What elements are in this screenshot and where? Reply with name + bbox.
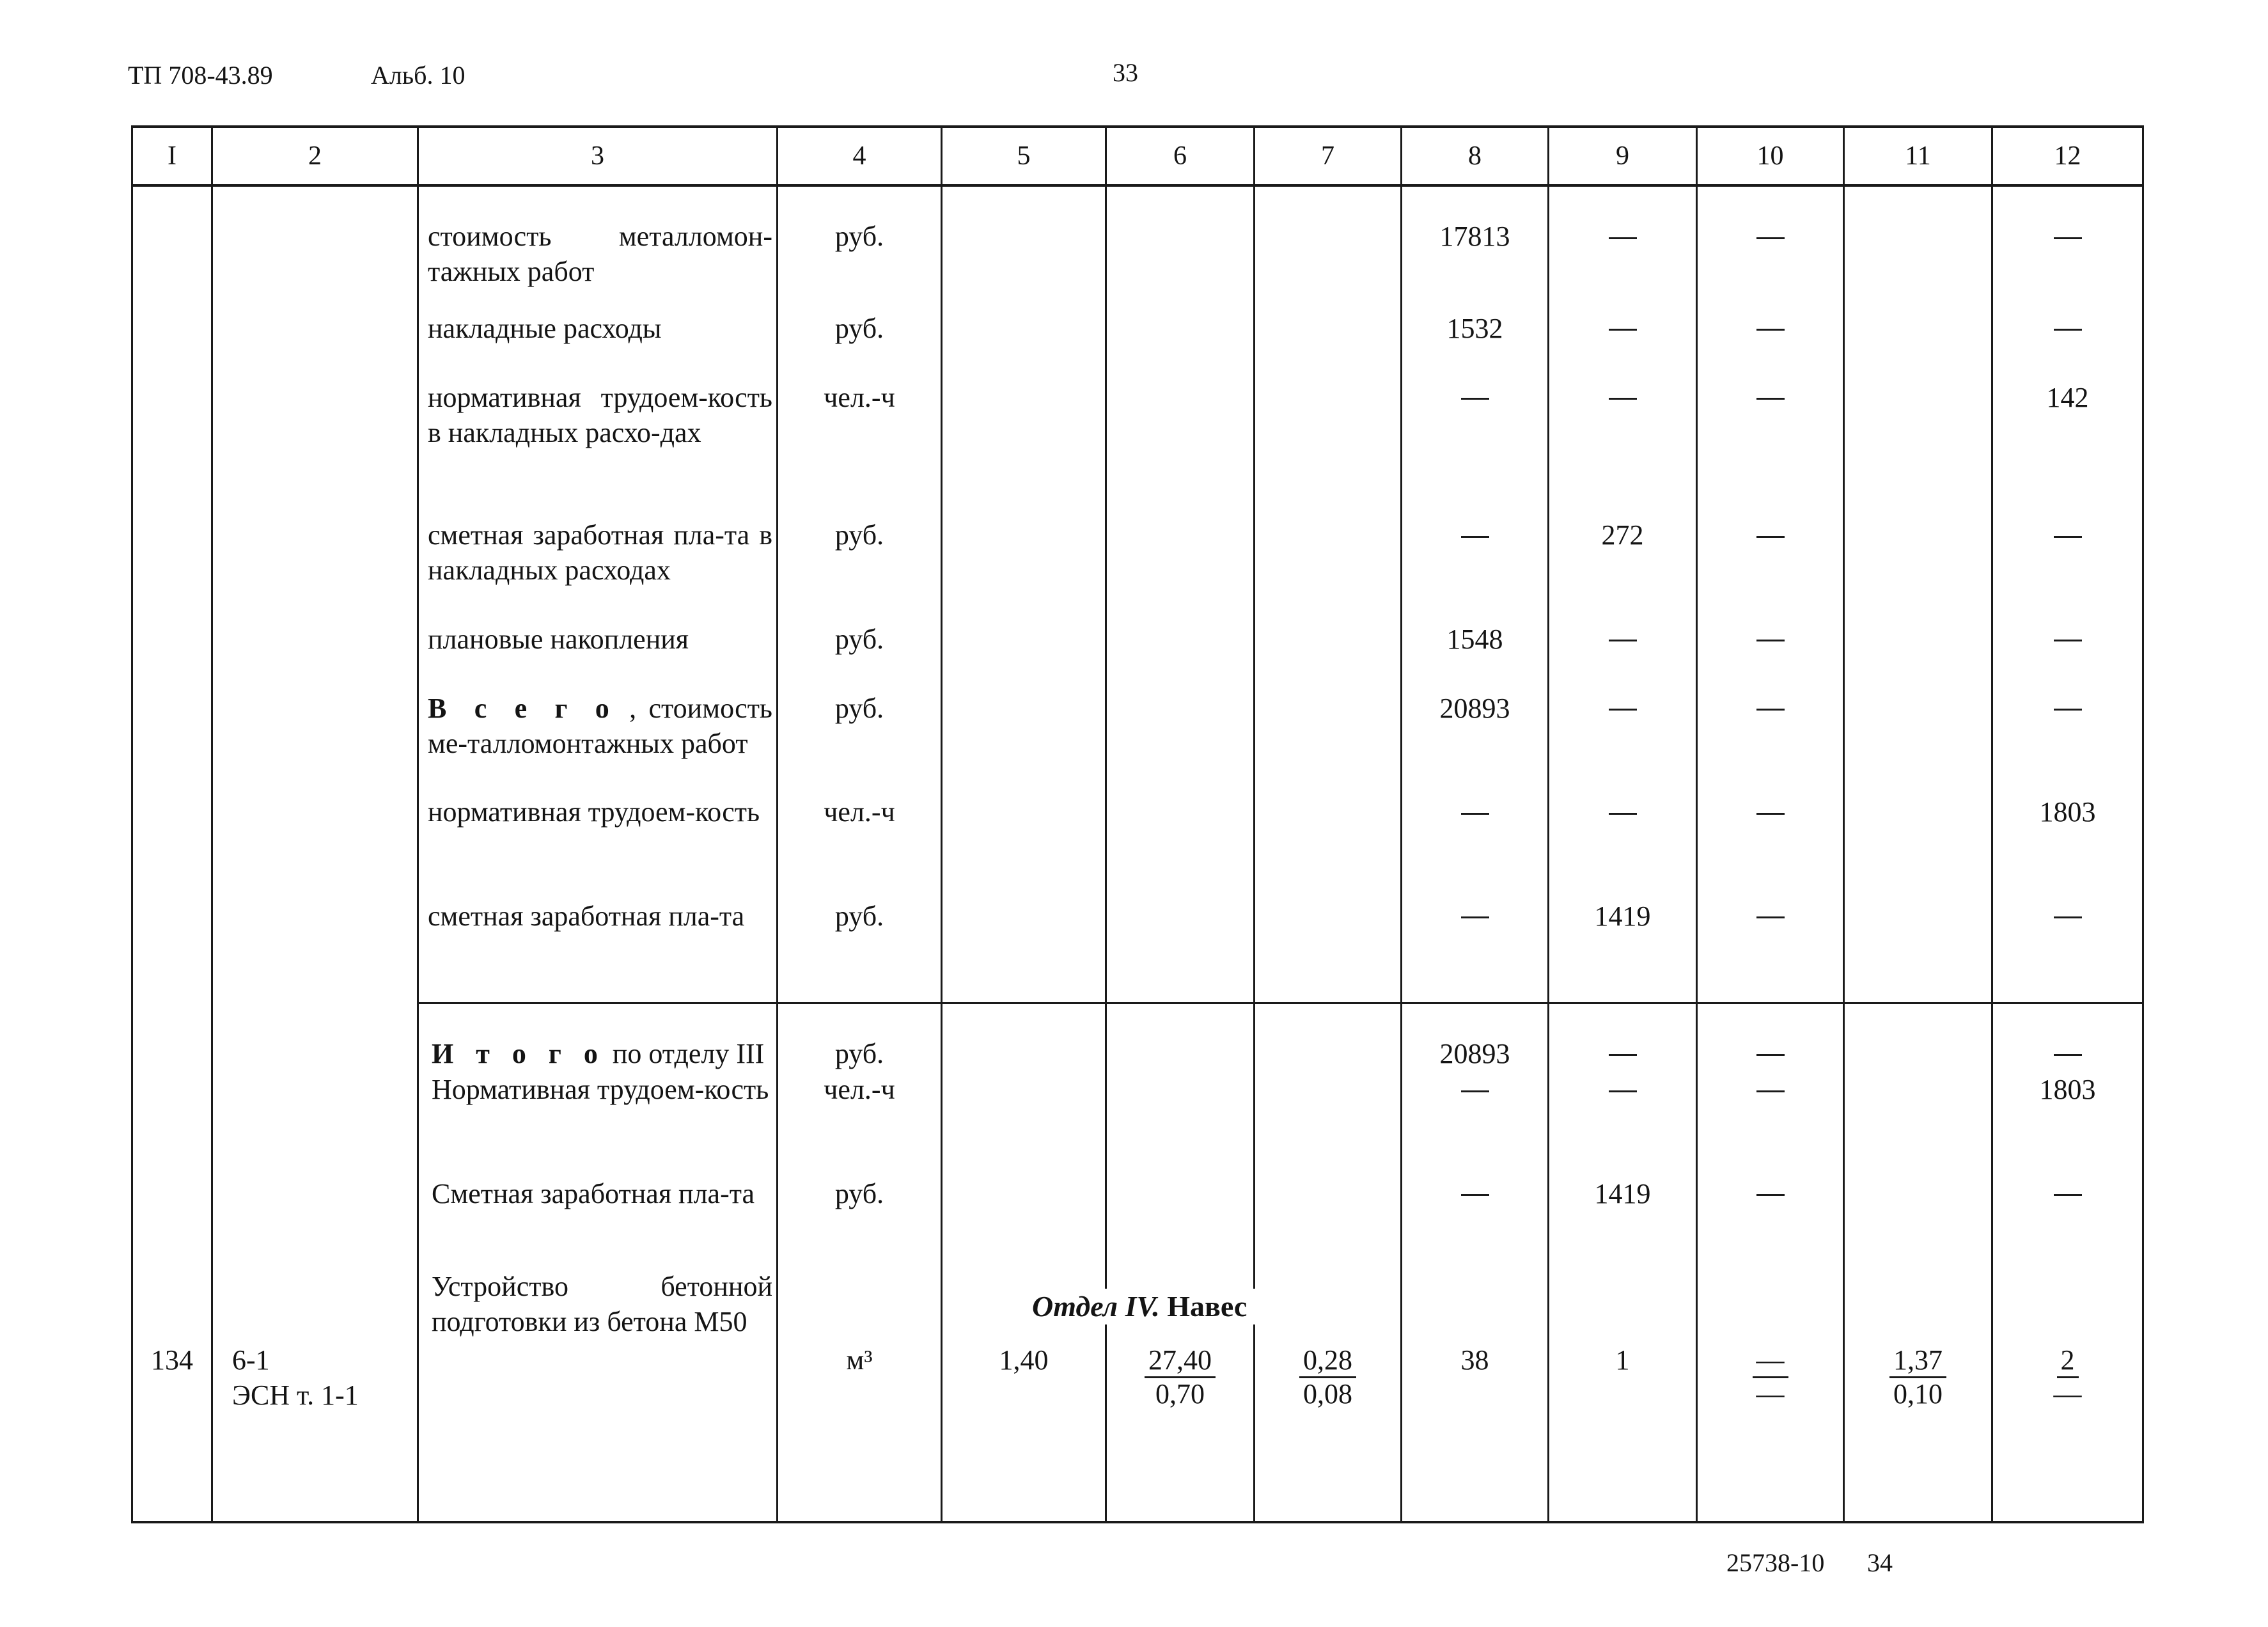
row-col11 (1844, 1003, 1992, 1072)
row-unit: руб. (778, 311, 942, 380)
row-unit: руб. (778, 1176, 942, 1269)
item-number-cell (132, 1003, 212, 1072)
row-col11 (1844, 1072, 1992, 1175)
dash-mark (1609, 640, 1637, 641)
row-name-text: Нормативная трудоем-кость (432, 1074, 769, 1106)
row-col6 (1106, 691, 1255, 794)
row-col10 (1697, 1003, 1844, 1072)
table-row (132, 380, 2143, 517)
fraction-top: 0,28 (1299, 1344, 1356, 1378)
row-col10 (1697, 311, 1844, 380)
row-col9 (1549, 691, 1697, 794)
column-header: 11 (1844, 127, 1992, 185)
row-col6 (1106, 1176, 1255, 1269)
row-col10 (1697, 1072, 1844, 1175)
row-col8 (1402, 380, 1549, 517)
row-col5 (942, 1003, 1106, 1072)
dash-mark (1756, 398, 1785, 400)
section-heading (1023, 1289, 1256, 1324)
item-number-cell (132, 691, 212, 794)
row-col7 (1255, 185, 1402, 310)
dash-mark (1609, 1054, 1637, 1056)
dash-mark (1609, 709, 1637, 711)
row-col10 (1697, 622, 1844, 691)
dash-mark (2054, 237, 2082, 239)
row-name-text: стоимость металломон-тажных работ (428, 221, 772, 288)
row-col12 (1992, 517, 2143, 621)
row-col10 (1697, 691, 1844, 794)
row-col7 (1255, 380, 1402, 517)
fraction-bottom: 0,10 (1893, 1378, 1943, 1410)
dash-mark (1756, 329, 1785, 331)
item-number-cell (132, 1072, 212, 1175)
row-col12 (1992, 622, 2143, 691)
row-col12 (1992, 185, 2143, 310)
row-unit: руб. (778, 622, 942, 691)
row-col5 (942, 622, 1106, 691)
row-name-text: Сметная заработная пла-та (432, 1177, 755, 1209)
row-col7 (1255, 517, 1402, 621)
dash-mark (1461, 916, 1489, 918)
row-col9 (1549, 1003, 1697, 1072)
dash-mark (1756, 1054, 1785, 1056)
album-label: Альб. 10 (371, 61, 465, 90)
row-name-text: по отделу III (612, 1037, 765, 1069)
item-code-cell (212, 794, 418, 898)
item-code-cell (212, 691, 418, 794)
row-col7 (1255, 1072, 1402, 1175)
item-number-cell (132, 517, 212, 621)
row-col11 (1844, 794, 1992, 898)
row-col5 (942, 1072, 1106, 1175)
fraction-top: 2 (2057, 1344, 2079, 1378)
row-unit: руб. (778, 691, 942, 794)
row-unit: руб. (778, 899, 942, 1003)
item-code-line: 6-1 (232, 1344, 270, 1376)
fraction-top: 1,37 (1889, 1344, 1946, 1378)
row-name (418, 380, 778, 517)
row-col12 (1992, 1176, 2143, 1269)
item-number-cell (132, 899, 212, 1003)
item-col11 (1844, 1269, 1992, 1522)
section-totals (132, 1003, 2143, 1269)
row-col9 (1549, 380, 1697, 517)
row-col8 (1402, 794, 1549, 898)
row-col9 (1549, 794, 1697, 898)
row-col11 (1844, 311, 1992, 380)
row-col10 (1697, 380, 1844, 517)
row-unit: чел.-ч (778, 794, 942, 898)
item-col9: 1 (1549, 1269, 1697, 1522)
row-col12: 1803 (1992, 794, 2143, 898)
row-col8 (1402, 899, 1549, 1003)
row-col5 (942, 185, 1106, 310)
row-col7 (1255, 1003, 1402, 1072)
page-number: 33 (1113, 58, 1138, 87)
item-col7 (1255, 1269, 1402, 1522)
row-col11 (1844, 899, 1992, 1003)
item-quantity: 1,40 (942, 1269, 1106, 1522)
dash-mark (1756, 916, 1785, 918)
dash-mark (1461, 536, 1489, 538)
row-col6 (1106, 517, 1255, 621)
row-name-text: сметная заработная пла-та (428, 900, 745, 932)
row-name (418, 1003, 778, 1072)
row-name (418, 185, 778, 310)
row-name-prefix: В с е г о (428, 692, 617, 724)
fraction-top: 27,40 (1145, 1344, 1216, 1378)
row-col9 (1549, 185, 1697, 310)
dash-mark (1609, 329, 1637, 331)
row-col11 (1844, 380, 1992, 517)
column-header: 4 (778, 127, 942, 185)
dash-mark (1461, 1194, 1489, 1196)
item-col8: 38 (1402, 1269, 1549, 1522)
row-col11 (1844, 622, 1992, 691)
dash-mark (2054, 709, 2082, 711)
item-number-cell (132, 622, 212, 691)
table-row (132, 899, 2143, 1003)
dash-mark (2054, 329, 2082, 331)
row-col8 (1402, 1176, 1549, 1269)
item-number-cell (132, 380, 212, 517)
cost-rows (132, 185, 2143, 1003)
row-unit: чел.-ч (778, 1072, 942, 1175)
dash-mark (1756, 237, 1785, 239)
row-unit: чел.-ч (778, 380, 942, 517)
item-code-cell (212, 622, 418, 691)
row-name-text: накладные расходы (428, 312, 662, 344)
item-code-line: ЭСН т. 1-1 (232, 1379, 359, 1411)
row-col7 (1255, 1176, 1402, 1269)
row-col12 (1992, 311, 2143, 380)
row-col12 (1992, 899, 2143, 1003)
column-header: 12 (1992, 127, 2143, 185)
row-col10 (1697, 1176, 1844, 1269)
row-col7 (1255, 691, 1402, 794)
table-row (132, 517, 2143, 621)
item-unit: м³ (778, 1269, 942, 1522)
row-col7 (1255, 794, 1402, 898)
row-name (418, 794, 778, 898)
column-number-row (132, 127, 2143, 185)
row-name-text: нормативная трудоем-кость в накладных расхо-дах (428, 381, 772, 448)
table-row (132, 691, 2143, 794)
row-col9 (1549, 1072, 1697, 1175)
sheet-number: 34 (1867, 1548, 1893, 1577)
dash-mark (2054, 916, 2082, 918)
dash-mark (1756, 640, 1785, 641)
dash-mark (1756, 1194, 1785, 1196)
row-name-prefix: И т о г о (432, 1037, 606, 1069)
dash-mark (2054, 1054, 2082, 1056)
dash-mark (1756, 536, 1785, 538)
item-number-cell (132, 311, 212, 380)
dash-mark (1609, 398, 1637, 400)
dash-mark (1756, 813, 1785, 815)
row-name (418, 691, 778, 794)
fraction-bottom: 0,08 (1303, 1378, 1352, 1410)
row-col7 (1255, 622, 1402, 691)
row-col12 (1992, 691, 2143, 794)
column-header: 7 (1255, 127, 1402, 185)
item-col10 (1697, 1269, 1844, 1522)
column-header: 2 (212, 127, 418, 185)
row-col9: 1419 (1549, 899, 1697, 1003)
table-row (132, 794, 2143, 898)
row-name (418, 517, 778, 621)
row-col11 (1844, 185, 1992, 310)
dash-mark (1461, 398, 1489, 400)
dash-mark (1756, 1090, 1785, 1092)
column-header: 9 (1549, 127, 1697, 185)
dash-mark (2054, 1194, 2082, 1196)
table-row-total (132, 1072, 2143, 1175)
row-col6 (1106, 1072, 1255, 1175)
item-code-cell (212, 380, 418, 517)
dash-mark (1609, 1090, 1637, 1092)
row-col8: 1532 (1402, 311, 1549, 380)
item-code (212, 1269, 418, 1522)
fraction-bottom: — (1756, 1378, 1785, 1410)
row-col8: 20893 (1402, 691, 1549, 794)
column-header: I (132, 127, 212, 185)
row-name (418, 622, 778, 691)
doc-code: ТП 708-43.89 (128, 61, 273, 90)
row-name-text: нормативная трудоем-кость (428, 796, 760, 828)
row-col5 (942, 380, 1106, 517)
dash-mark (1461, 1090, 1489, 1092)
dash-mark (2054, 640, 2082, 641)
item-code-cell (212, 185, 418, 310)
row-name-text: , стоимость ме-талломонтажных работ (428, 692, 772, 759)
row-name (418, 311, 778, 380)
section-prefix: Отдел IV. (1032, 1290, 1160, 1323)
row-col5 (942, 899, 1106, 1003)
row-col12: 142 (1992, 380, 2143, 517)
row-col5 (942, 1176, 1106, 1269)
column-header: 10 (1697, 127, 1844, 185)
item-number-cell (132, 794, 212, 898)
item-code-cell (212, 1072, 418, 1175)
row-col8 (1402, 517, 1549, 621)
row-col5 (942, 794, 1106, 898)
table-row-total (132, 1176, 2143, 1269)
row-col8 (1402, 1072, 1549, 1175)
row-col10 (1697, 794, 1844, 898)
item-code-cell (212, 899, 418, 1003)
item-col12 (1992, 1269, 2143, 1522)
item-code-cell (212, 1176, 418, 1269)
row-col9 (1549, 622, 1697, 691)
fraction-top: — (1753, 1344, 1788, 1378)
row-col8: 20893 (1402, 1003, 1549, 1072)
row-name (418, 1176, 778, 1269)
row-col5 (942, 691, 1106, 794)
table-row (132, 622, 2143, 691)
row-name (418, 1072, 778, 1175)
row-col6 (1106, 622, 1255, 691)
item-code-cell (212, 311, 418, 380)
dash-mark (2054, 536, 2082, 538)
column-header: 8 (1402, 127, 1549, 185)
dash-mark (1609, 237, 1637, 239)
fraction-bottom: 0,70 (1155, 1378, 1205, 1410)
row-col5 (942, 517, 1106, 621)
row-col5 (942, 311, 1106, 380)
row-col6 (1106, 311, 1255, 380)
row-col6 (1106, 899, 1255, 1003)
row-col12 (1992, 1003, 2143, 1072)
section-title: Навес (1167, 1290, 1247, 1323)
row-col11 (1844, 517, 1992, 621)
row-col6 (1106, 185, 1255, 310)
item-name: Устройство бетонной подготовки из бетона М50 (418, 1269, 778, 1522)
row-col11 (1844, 691, 1992, 794)
row-col9: 1419 (1549, 1176, 1697, 1269)
row-col8: 1548 (1402, 622, 1549, 691)
row-unit: руб. (778, 517, 942, 621)
item-number: 134 (132, 1269, 212, 1522)
row-col10 (1697, 517, 1844, 621)
row-name (418, 899, 778, 1003)
item-code-cell (212, 1003, 418, 1072)
fraction-bottom: — (2053, 1378, 2082, 1410)
dash-mark (1609, 813, 1637, 815)
dash-mark (1461, 813, 1489, 815)
row-col6 (1106, 1003, 1255, 1072)
row-col9: 272 (1549, 517, 1697, 621)
item-number-cell (132, 185, 212, 310)
dash-mark (1756, 709, 1785, 711)
row-col6 (1106, 794, 1255, 898)
row-col7 (1255, 899, 1402, 1003)
row-unit: руб. (778, 185, 942, 310)
document-number: 25738-10 (1726, 1548, 1825, 1577)
column-header: 3 (418, 127, 778, 185)
row-col8: 17813 (1402, 185, 1549, 310)
row-unit: руб. (778, 1003, 942, 1072)
table-row (132, 311, 2143, 380)
item-code-cell (212, 517, 418, 621)
row-col9 (1549, 311, 1697, 380)
table-row-total (132, 1003, 2143, 1072)
row-col12: 1803 (1992, 1072, 2143, 1175)
row-col10 (1697, 185, 1844, 310)
row-name-text: сметная заработная пла-та в накладных расходах (428, 519, 772, 586)
column-header: 6 (1106, 127, 1255, 185)
row-col11 (1844, 1176, 1992, 1269)
row-name-text: плановые накопления (428, 623, 689, 655)
row-col10 (1697, 899, 1844, 1003)
item-number-cell (132, 1176, 212, 1269)
row-col7 (1255, 311, 1402, 380)
row-col6 (1106, 380, 1255, 517)
column-header: 5 (942, 127, 1106, 185)
table-row (132, 185, 2143, 310)
